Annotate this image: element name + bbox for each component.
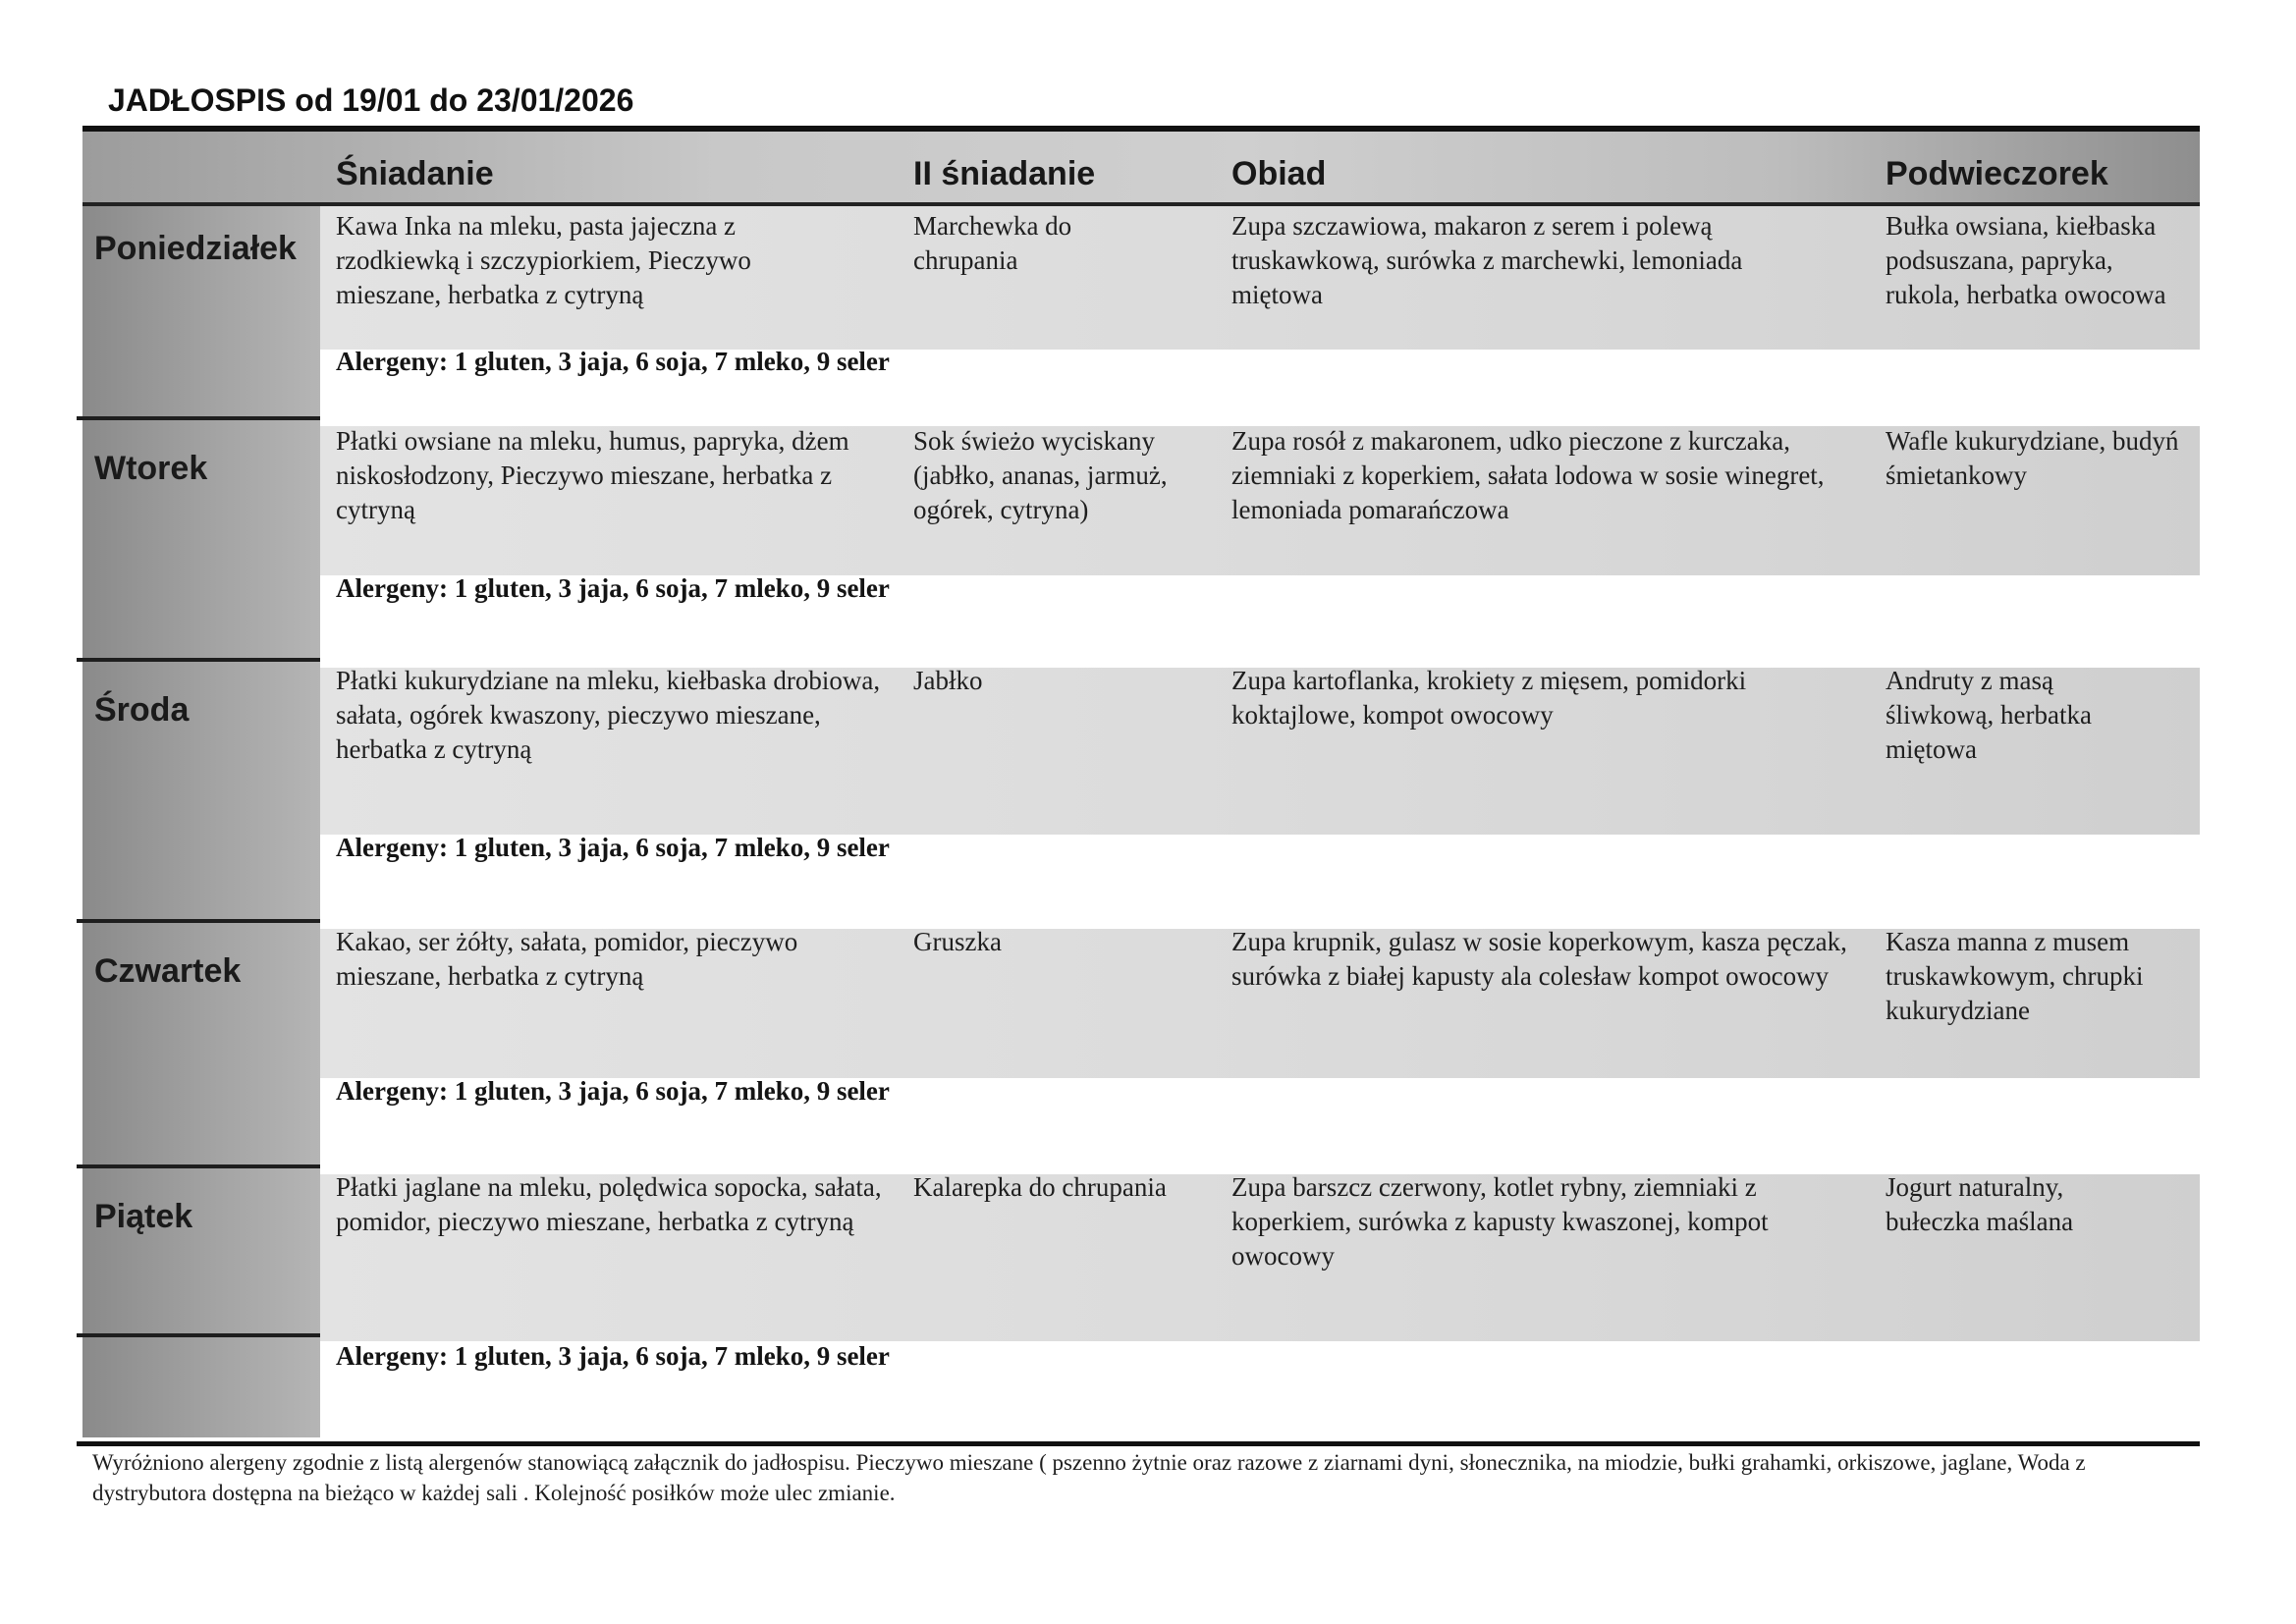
allergens-note: Alergeny: 1 gluten, 3 jaja, 6 soja, 7 mleko, 9 seler (336, 1341, 890, 1371)
day-separator (77, 919, 320, 923)
column-header-second-breakfast: II śniadanie (913, 155, 1096, 192)
day-label-monday: Poniedziałek (94, 230, 297, 267)
day-column-strip (82, 206, 320, 1437)
lunch-cell: Zupa kartoflanka, krokiety z mięsem, pomidorki koktajlowe, kompot owocowy (1231, 666, 1747, 730)
lunch-cell: Zupa rosół z makaronem, udko pieczone z kurczaka, ziemniaki z koperkiem, sałata lodowa w sosie winegret, lemoniada pomarańczowa (1231, 426, 1825, 524)
day-label-friday: Piątek (94, 1198, 193, 1235)
allergens-note: Alergeny: 1 gluten, 3 jaja, 6 soja, 7 mleko, 9 seler (336, 573, 890, 603)
allergens-note: Alergeny: 1 gluten, 3 jaja, 6 soja, 7 mleko, 9 seler (336, 1076, 890, 1106)
day-separator (77, 658, 320, 662)
column-header-lunch: Obiad (1231, 155, 1327, 192)
page-title: JADŁOSPIS od 19/01 do 23/01/2026 (108, 82, 634, 118)
second-breakfast-cell: Marchewka do chrupania (913, 211, 1072, 275)
second-breakfast-cell: Kalarepka do chrupania (913, 1172, 1167, 1202)
lunch-cell: Zupa krupnik, gulasz w sosie koperkowym, kasza pęczak, surówka z białej kapusty ala colesław kompot owocowy (1231, 927, 1847, 991)
day-separator (77, 1164, 320, 1168)
snack-cell: Wafle kukurydziane, budyń śmietankowy (1886, 426, 2179, 490)
lunch-cell: Zupa szczawiowa, makaron z serem i polewą truskawkową, surówka z marchewki, lemoniada miętowa (1231, 211, 1743, 309)
allergens-note: Alergeny: 1 gluten, 3 jaja, 6 soja, 7 mleko, 9 seler (336, 833, 890, 862)
snack-cell: Andruty z masą śliwkową, herbatka miętowa (1886, 666, 2092, 764)
breakfast-cell: Płatki owsiane na mleku, humus, papryka, dżem niskosłodzony, Pieczywo mieszane, herbatka z cytryną (336, 426, 849, 524)
day-label-thursday: Czwartek (94, 952, 242, 990)
breakfast-cell: Kakao, ser żółty, sałata, pomidor, pieczywo mieszane, herbatka z cytryną (336, 927, 798, 991)
second-breakfast-cell: Jabłko (913, 666, 983, 695)
day-separator (77, 416, 320, 420)
lunch-cell: Zupa barszcz czerwony, kotlet rybny, ziemniaki z koperkiem, surówka z kapusty kwaszonej, kompot owocowy (1231, 1172, 1769, 1271)
snack-cell: Kasza manna z musem truskawkowym, chrupki kukurydziane (1886, 927, 2144, 1025)
column-header-snack: Podwieczorek (1886, 155, 2108, 192)
footnote: Wyróżniono alergeny zgodnie z listą alergenów stanowiącą załącznik do jadłospisu. Pieczywo mieszane ( pszenno żytnie oraz razowe z ziarnami dyni, słonecznika, na miodzie, bułki grahamki, orkiszowe, jaglane, Woda z dystrybutora dostępna na bieżąco w każdej sali . Kolejność posiłków może ulec zmianie. (92, 1450, 2086, 1505)
second-breakfast-cell: Gruszka (913, 927, 1002, 956)
day-separator (77, 1333, 320, 1337)
column-header-breakfast: Śniadanie (336, 155, 494, 192)
day-label-tuesday: Wtorek (94, 450, 208, 487)
snack-cell: Bułka owsiana, kiełbaska podsuszana, papryka, rukola, herbatka owocowa (1886, 211, 2166, 309)
breakfast-cell: Płatki jaglane na mleku, polędwica sopocka, sałata, pomidor, pieczywo mieszane, herbatka z cytryną (336, 1172, 882, 1236)
breakfast-cell: Płatki kukurydziane na mleku, kiełbaska drobiowa, sałata, ogórek kwaszony, pieczywo mieszane, herbatka z cytryną (336, 666, 881, 764)
second-breakfast-cell: Sok świeżo wyciskany (jabłko, ananas, jarmuż, ogórek, cytryna) (913, 426, 1168, 524)
day-label-wednesday: Środa (94, 691, 190, 729)
allergens-note: Alergeny: 1 gluten, 3 jaja, 6 soja, 7 mleko, 9 seler (336, 347, 890, 376)
breakfast-cell: Kawa Inka na mleku, pasta jajeczna z rzodkiewką i szczypiorkiem, Pieczywo mieszane, herbatka z cytryną (336, 211, 751, 309)
bottom-rule (77, 1441, 2200, 1446)
snack-cell: Jogurt naturalny, bułeczka maślana (1886, 1172, 2074, 1236)
